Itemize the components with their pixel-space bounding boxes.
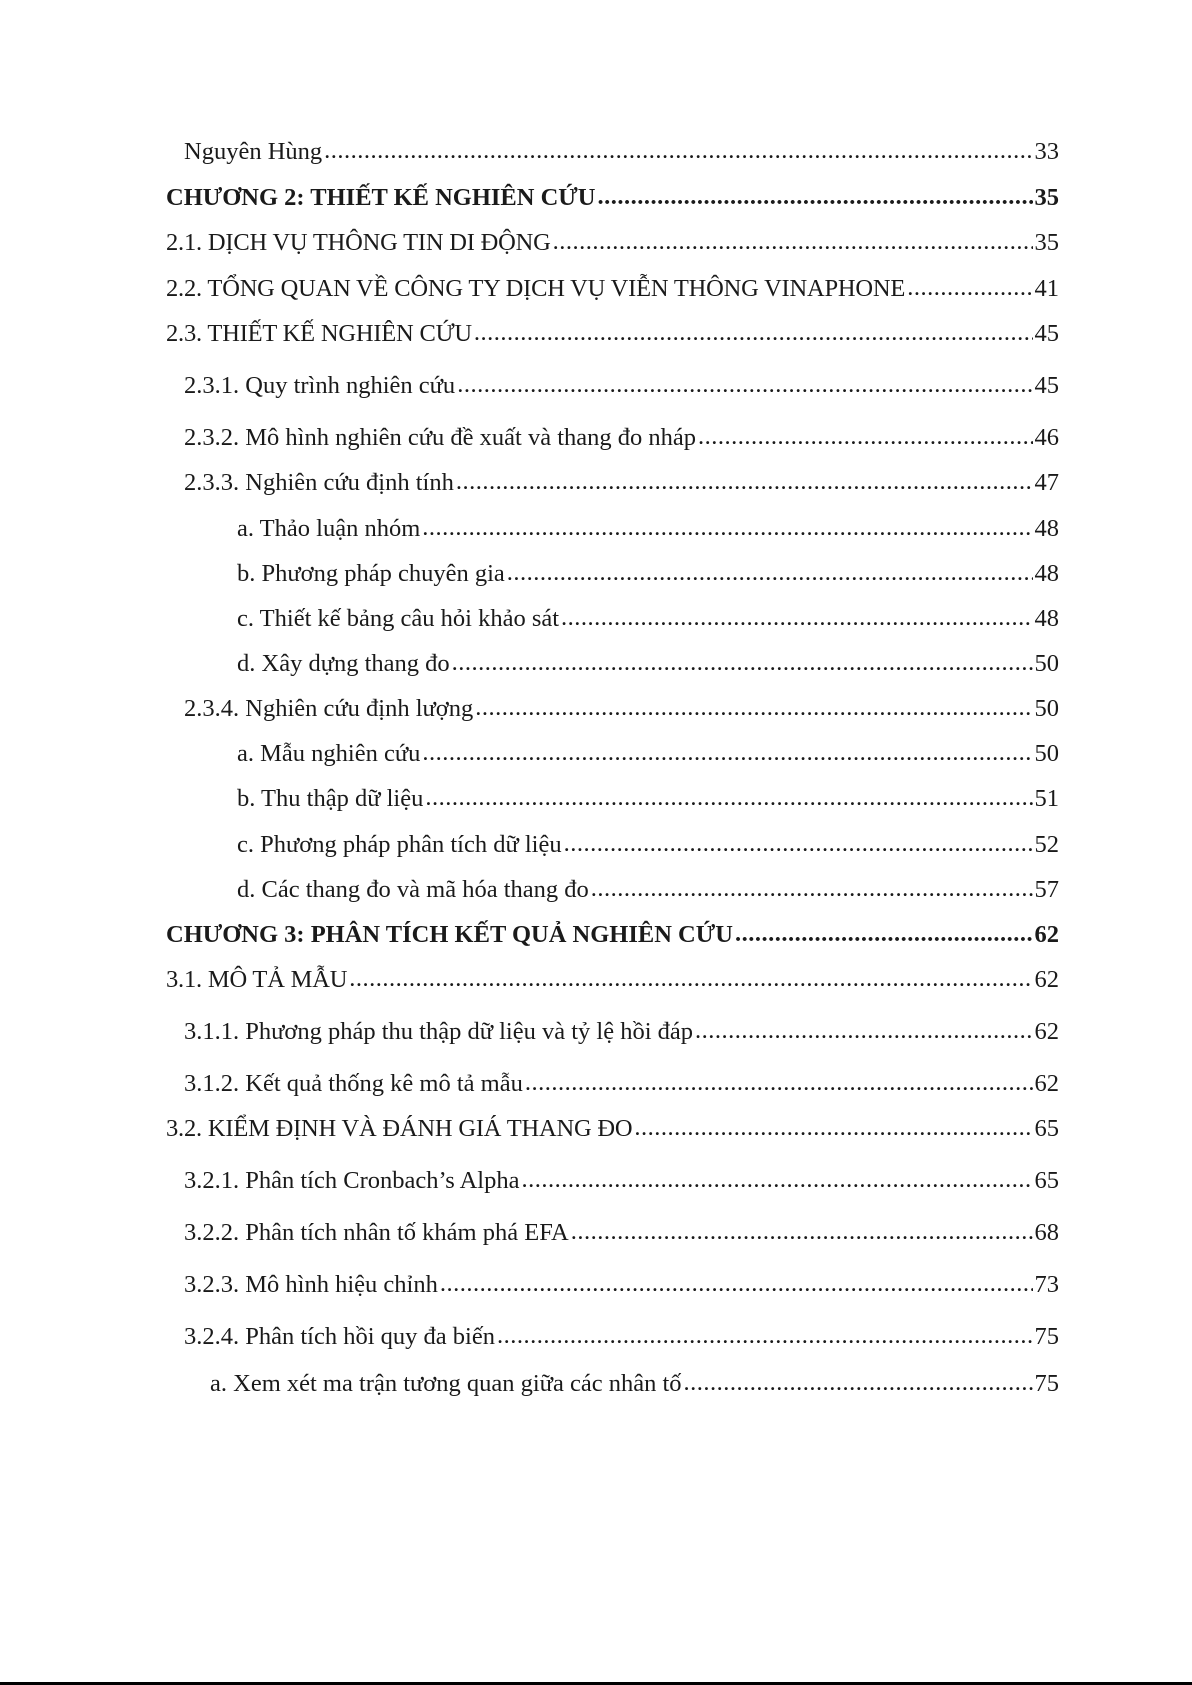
toc-entry[interactable] <box>166 915 1059 955</box>
toc-entry[interactable] <box>166 269 1059 309</box>
toc-entry[interactable] <box>166 644 1059 684</box>
toc-entry[interactable] <box>166 689 1059 729</box>
toc-entry-page: 35 <box>1034 229 1059 256</box>
toc-entry-title: 2.3. THIẾT KẾ NGHIÊN CỨU <box>166 320 472 347</box>
toc-entry-title: d. Các thang đo và mã hóa thang đo <box>237 876 589 903</box>
toc-entry-title: a. Mẫu nghiên cứu <box>237 740 421 767</box>
toc-entry-title: 2.3.2. Mô hình nghiên cứu đề xuất và thang đo nháp <box>184 424 697 451</box>
toc-entry-page: 48 <box>1034 515 1059 542</box>
toc-entry-title: d. Xây dựng thang đo <box>237 650 450 677</box>
toc-entry[interactable] <box>166 870 1059 910</box>
toc-entry-page: 57 <box>1034 876 1059 903</box>
toc-dot-leader <box>684 1363 1033 1403</box>
toc-entry-title: 3.1.1. Phương pháp thu thập dữ liệu và tỷ lệ hồi đáp <box>184 1018 694 1045</box>
toc-dot-leader <box>591 869 1033 909</box>
toc-entry-page: 41 <box>1034 275 1059 302</box>
toc-entry-title: 2.3.1. Quy trình nghiên cứu <box>184 372 456 399</box>
toc-entry-page: 62 <box>1034 921 1059 948</box>
toc-dot-leader <box>507 553 1033 593</box>
toc-entry-title: c. Thiết kế bảng câu hỏi khảo sát <box>237 605 560 632</box>
toc-dot-leader <box>698 417 1032 457</box>
toc-dot-leader <box>456 462 1033 502</box>
toc-dot-leader <box>422 508 1032 548</box>
toc-dot-leader <box>324 131 1032 171</box>
toc-entry-title: 3.2. KIỂM ĐỊNH VÀ ĐÁNH GIÁ THANG ĐO <box>166 1115 633 1142</box>
toc-entry[interactable] <box>166 1317 1059 1357</box>
toc-entry[interactable] <box>166 960 1059 1000</box>
toc-entry[interactable] <box>166 178 1059 218</box>
toc-dot-leader <box>521 1160 1032 1200</box>
toc-entry[interactable] <box>166 734 1059 774</box>
toc-entry[interactable] <box>166 1109 1059 1149</box>
toc-entry-title: b. Phương pháp chuyên gia <box>237 560 505 587</box>
toc-dot-leader <box>735 914 1033 954</box>
toc-dot-leader <box>571 1212 1033 1252</box>
toc-entry-page: 48 <box>1034 605 1059 632</box>
toc-entry[interactable] <box>166 132 1059 172</box>
toc-entry[interactable] <box>166 366 1059 406</box>
toc-entry-title: 3.1. MÔ TẢ MẪU <box>166 966 348 993</box>
toc-dot-leader <box>440 1264 1033 1304</box>
toc-entry-title: 3.2.4. Phân tích hồi quy đa biến <box>184 1323 495 1350</box>
toc-dot-leader <box>452 643 1033 683</box>
toc-dot-leader <box>422 733 1032 773</box>
toc-entry-page: 50 <box>1034 740 1059 767</box>
toc-entry[interactable] <box>166 314 1059 354</box>
toc-entry-page: 51 <box>1034 785 1059 812</box>
toc-entry[interactable] <box>166 1213 1059 1253</box>
toc-entry-page: 46 <box>1034 424 1059 451</box>
toc-dot-leader <box>349 959 1032 999</box>
toc-dot-leader <box>597 177 1032 217</box>
toc-dot-leader <box>525 1063 1033 1103</box>
toc-entry[interactable] <box>166 825 1059 865</box>
toc-entry-title: 3.2.3. Mô hình hiệu chỉnh <box>184 1271 438 1298</box>
toc-entry-title: 2.3.4. Nghiên cứu định lượng <box>184 695 474 722</box>
toc-entry-page: 45 <box>1034 372 1059 399</box>
toc-entry-page: 75 <box>1034 1323 1059 1350</box>
toc-entry-page: 62 <box>1034 1070 1059 1097</box>
toc-entry-page: 62 <box>1034 966 1059 993</box>
toc-dot-leader <box>695 1011 1032 1051</box>
toc-dot-leader <box>457 365 1032 405</box>
toc-entry-page: 73 <box>1034 1271 1059 1298</box>
toc-entry-title: CHƯƠNG 3: PHÂN TÍCH KẾT QUẢ NGHIÊN CỨU <box>166 921 733 948</box>
toc-entry-page: 52 <box>1034 831 1059 858</box>
toc-dot-leader <box>907 268 1032 308</box>
toc-dot-leader <box>553 222 1033 262</box>
toc-entry-page: 45 <box>1034 320 1059 347</box>
table-of-contents <box>166 0 1059 1685</box>
toc-entry-page: 75 <box>1034 1370 1059 1397</box>
toc-entry-page: 50 <box>1034 650 1059 677</box>
toc-entry-title: 3.2.2. Phân tích nhân tố khám phá EFA <box>184 1219 569 1246</box>
toc-entry-title: Nguyên Hùng <box>184 138 323 165</box>
toc-entry[interactable] <box>166 1265 1059 1305</box>
toc-entry[interactable] <box>166 1012 1059 1052</box>
toc-entry-title: 2.1. DỊCH VỤ THÔNG TIN DI ĐỘNG <box>166 229 551 256</box>
toc-entry[interactable] <box>166 418 1059 458</box>
toc-entry-title: 3.1.2. Kết quả thống kê mô tả mẫu <box>184 1070 523 1097</box>
toc-entry-title: a. Thảo luận nhóm <box>237 515 421 542</box>
toc-entry-page: 65 <box>1034 1115 1059 1142</box>
toc-entry-title: c. Phương pháp phân tích dữ liệu <box>237 831 562 858</box>
toc-entry-page: 50 <box>1034 695 1059 722</box>
toc-dot-leader <box>425 778 1032 818</box>
toc-entry[interactable] <box>166 1364 1059 1404</box>
toc-entry-title: 2.3.3. Nghiên cứu định tính <box>184 469 454 496</box>
toc-entry-title: 3.2.1. Phân tích Cronbach’s Alpha <box>184 1167 520 1194</box>
toc-entry-page: 48 <box>1034 560 1059 587</box>
toc-entry-title: b. Thu thập dữ liệu <box>237 785 424 812</box>
toc-dot-leader <box>474 313 1033 353</box>
toc-entry-page: 35 <box>1034 184 1059 211</box>
toc-entry[interactable] <box>166 599 1059 639</box>
toc-entry[interactable] <box>166 554 1059 594</box>
toc-entry[interactable] <box>166 463 1059 503</box>
toc-dot-leader <box>561 598 1032 638</box>
toc-entry[interactable] <box>166 509 1059 549</box>
toc-entry-page: 47 <box>1034 469 1059 496</box>
toc-entry-title: CHƯƠNG 2: THIẾT KẾ NGHIÊN CỨU <box>166 184 596 211</box>
toc-entry[interactable] <box>166 1161 1059 1201</box>
toc-entry[interactable] <box>166 779 1059 819</box>
toc-dot-leader <box>564 824 1033 864</box>
toc-dot-leader <box>475 688 1032 728</box>
toc-entry-page: 33 <box>1034 138 1059 165</box>
toc-dot-leader <box>497 1316 1033 1356</box>
toc-entry-title: 2.2. TỔNG QUAN VỀ CÔNG TY DỊCH VỤ VIỄN THÔNG VINAPHONE <box>166 275 906 302</box>
toc-entry-page: 65 <box>1034 1167 1059 1194</box>
toc-entry-page: 68 <box>1034 1219 1059 1246</box>
toc-entry-page: 62 <box>1034 1018 1059 1045</box>
toc-entry[interactable] <box>166 1064 1059 1104</box>
toc-dot-leader <box>634 1108 1032 1148</box>
toc-entry[interactable] <box>166 223 1059 263</box>
toc-entry-title: a. Xem xét ma trận tương quan giữa các nhân tố <box>210 1370 682 1397</box>
